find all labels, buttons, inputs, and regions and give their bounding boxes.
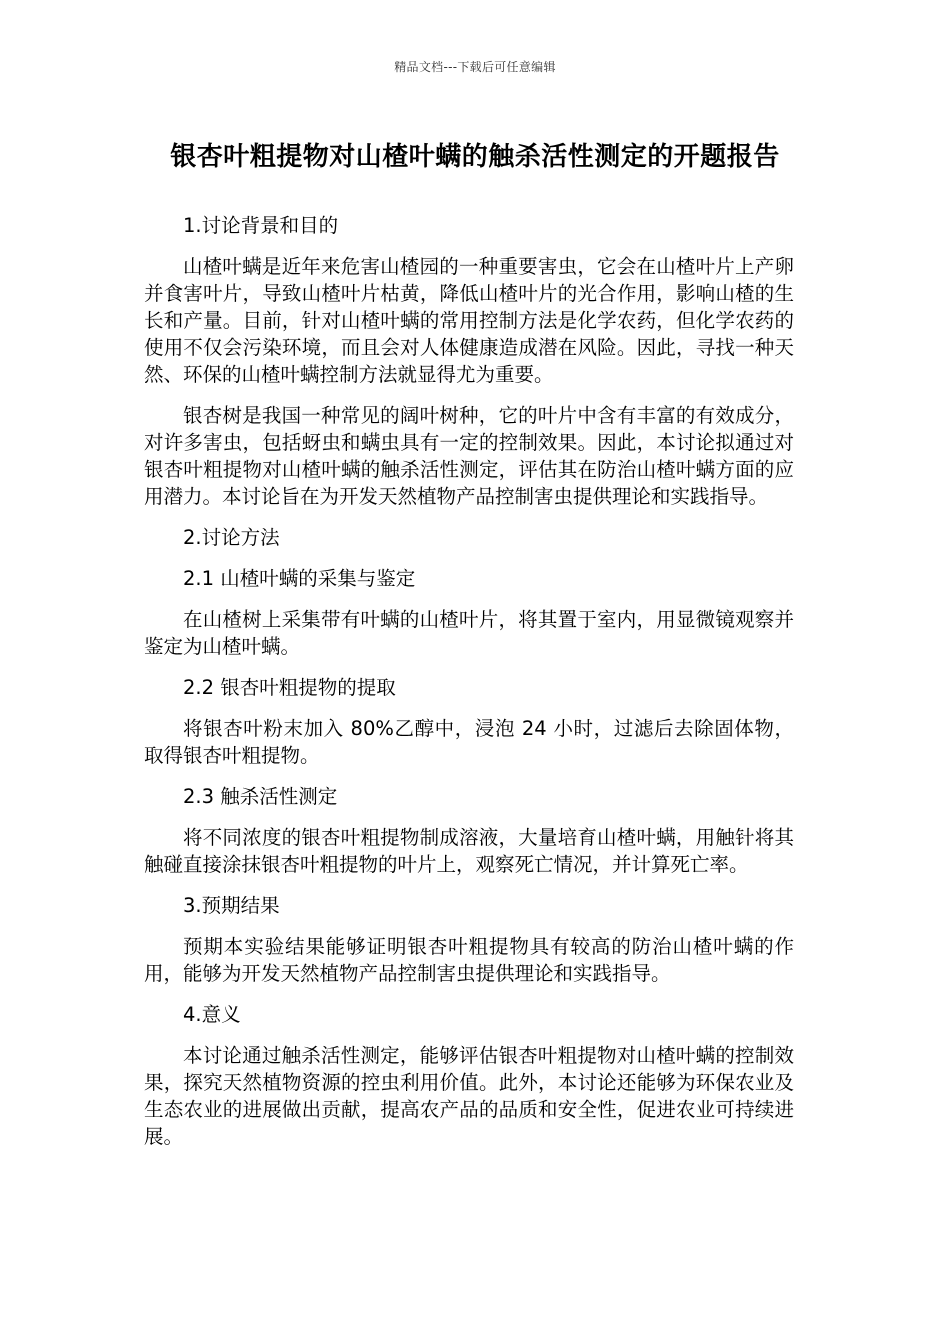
section-4-heading: 4.意义	[183, 1003, 241, 1026]
header-note: 精品文档---下载后可任意编辑	[394, 60, 556, 74]
document-title: 银杏叶粗提物对山楂叶螨的触杀活性测定的开题报告	[170, 142, 780, 172]
section-1-paragraph-1: 山楂叶螨是近年来危害山楂园的一种重要害虫，它会在山楂叶片上产卵并食害叶片，导致山楂叶片枯黄，降低山楂叶片的光合作用，影响山楂的生长和产量。目前，针对山楂叶螨的常用控制方法是化学农药，但化学农药的使用不仅会污染环境，而且会对人体健康造成潜在风险。因此，寻找一种天然、环保的山楂叶螨控制方法就显得尤为重要。	[144, 255, 794, 386]
section-2-2-heading: 2.2 银杏叶粗提物的提取	[183, 676, 396, 699]
section-3-heading: 3.预期结果	[183, 894, 280, 917]
section-2-3-heading: 2.3 触杀活性测定	[183, 785, 338, 808]
section-2-3-text: 将不同浓度的银杏叶粗提物制成溶液，大量培育山楂叶螨，用触针将其触碰直接涂抹银杏叶粗提物的叶片上，观察死亡情况，并计算死亡率。	[144, 826, 794, 876]
section-1-paragraph-2: 银杏树是我国一种常见的阔叶树种，它的叶片中含有丰富的有效成分，对许多害虫，包括蚜虫和螨虫具有一定的控制效果。因此，本讨论拟通过对银杏叶粗提物对山楂叶螨的触杀活性测定，评估其在防治山楂叶螨方面的应用潜力。本讨论旨在为开发天然植物产品控制害虫提供理论和实践指导。	[144, 404, 794, 508]
section-1-heading: 1.讨论背景和目的	[183, 214, 339, 237]
section-2-1-text: 在山楂树上采集带有叶螨的山楂叶片，将其置于室内，用显微镜观察并鉴定为山楂叶螨。	[144, 608, 794, 658]
section-2-heading: 2.讨论方法	[183, 526, 280, 549]
section-2-2-text: 将银杏叶粉末加入 80%乙醇中，浸泡 24 小时，过滤后去除固体物，取得银杏叶粗提物。	[144, 717, 794, 767]
section-3-text: 预期本实验结果能够证明银杏叶粗提物具有较高的防治山楂叶螨的作用，能够为开发天然植物产品控制害虫提供理论和实践指导。	[144, 935, 794, 985]
section-2-1-heading: 2.1 山楂叶螨的采集与鉴定	[183, 567, 416, 590]
section-4-text: 本讨论通过触杀活性测定，能够评估银杏叶粗提物对山楂叶螨的控制效果，探究天然植物资源的控虫利用价值。此外，本讨论还能够为环保农业及生态农业的进展做出贡献，提高农产品的品质和安全性，促进农业可持续进展。	[144, 1044, 794, 1148]
document-body	[144, 212, 794, 1164]
